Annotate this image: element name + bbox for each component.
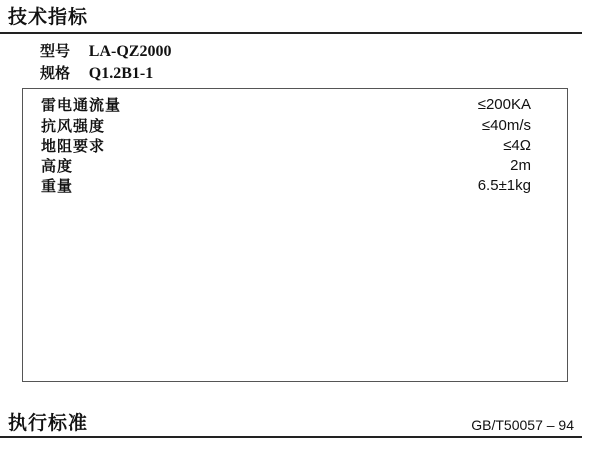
spec-row-wind-resistance (41, 116, 531, 136)
model-row (40, 42, 171, 61)
spec-row (40, 64, 153, 83)
spec-value: Q1.2B1-1 (88, 65, 154, 82)
divider-bottom (0, 436, 582, 438)
spec-value: ≤4Ω (503, 137, 531, 154)
section-title-tech-specs: 技术指标 (8, 6, 89, 28)
spec-value: 6.5±1kg (477, 177, 531, 194)
spec-label: 规格 (40, 64, 71, 82)
section-title-standard: 执行标准 (8, 412, 89, 434)
spec-label: 重量 (41, 177, 74, 195)
spec-row-height (41, 156, 531, 176)
model-value: LA-QZ2000 (88, 43, 172, 60)
spec-table (22, 88, 568, 382)
spec-value: ≤200KA (477, 96, 531, 113)
model-label: 型号 (40, 42, 71, 60)
spec-value: 2m (510, 157, 531, 174)
spec-label: 地阻要求 (41, 137, 106, 155)
spec-row-weight (41, 176, 531, 196)
spec-row-lightning-current (41, 95, 531, 115)
divider-top (0, 32, 582, 34)
standard-code: GB/T50057 – 94 (471, 417, 574, 433)
spec-row-ground-resistance (41, 136, 531, 156)
spec-label: 抗风强度 (41, 117, 106, 135)
spec-value: ≤40m/s (481, 117, 531, 134)
spec-label: 雷电通流量 (41, 96, 122, 114)
spec-label: 高度 (41, 157, 74, 175)
